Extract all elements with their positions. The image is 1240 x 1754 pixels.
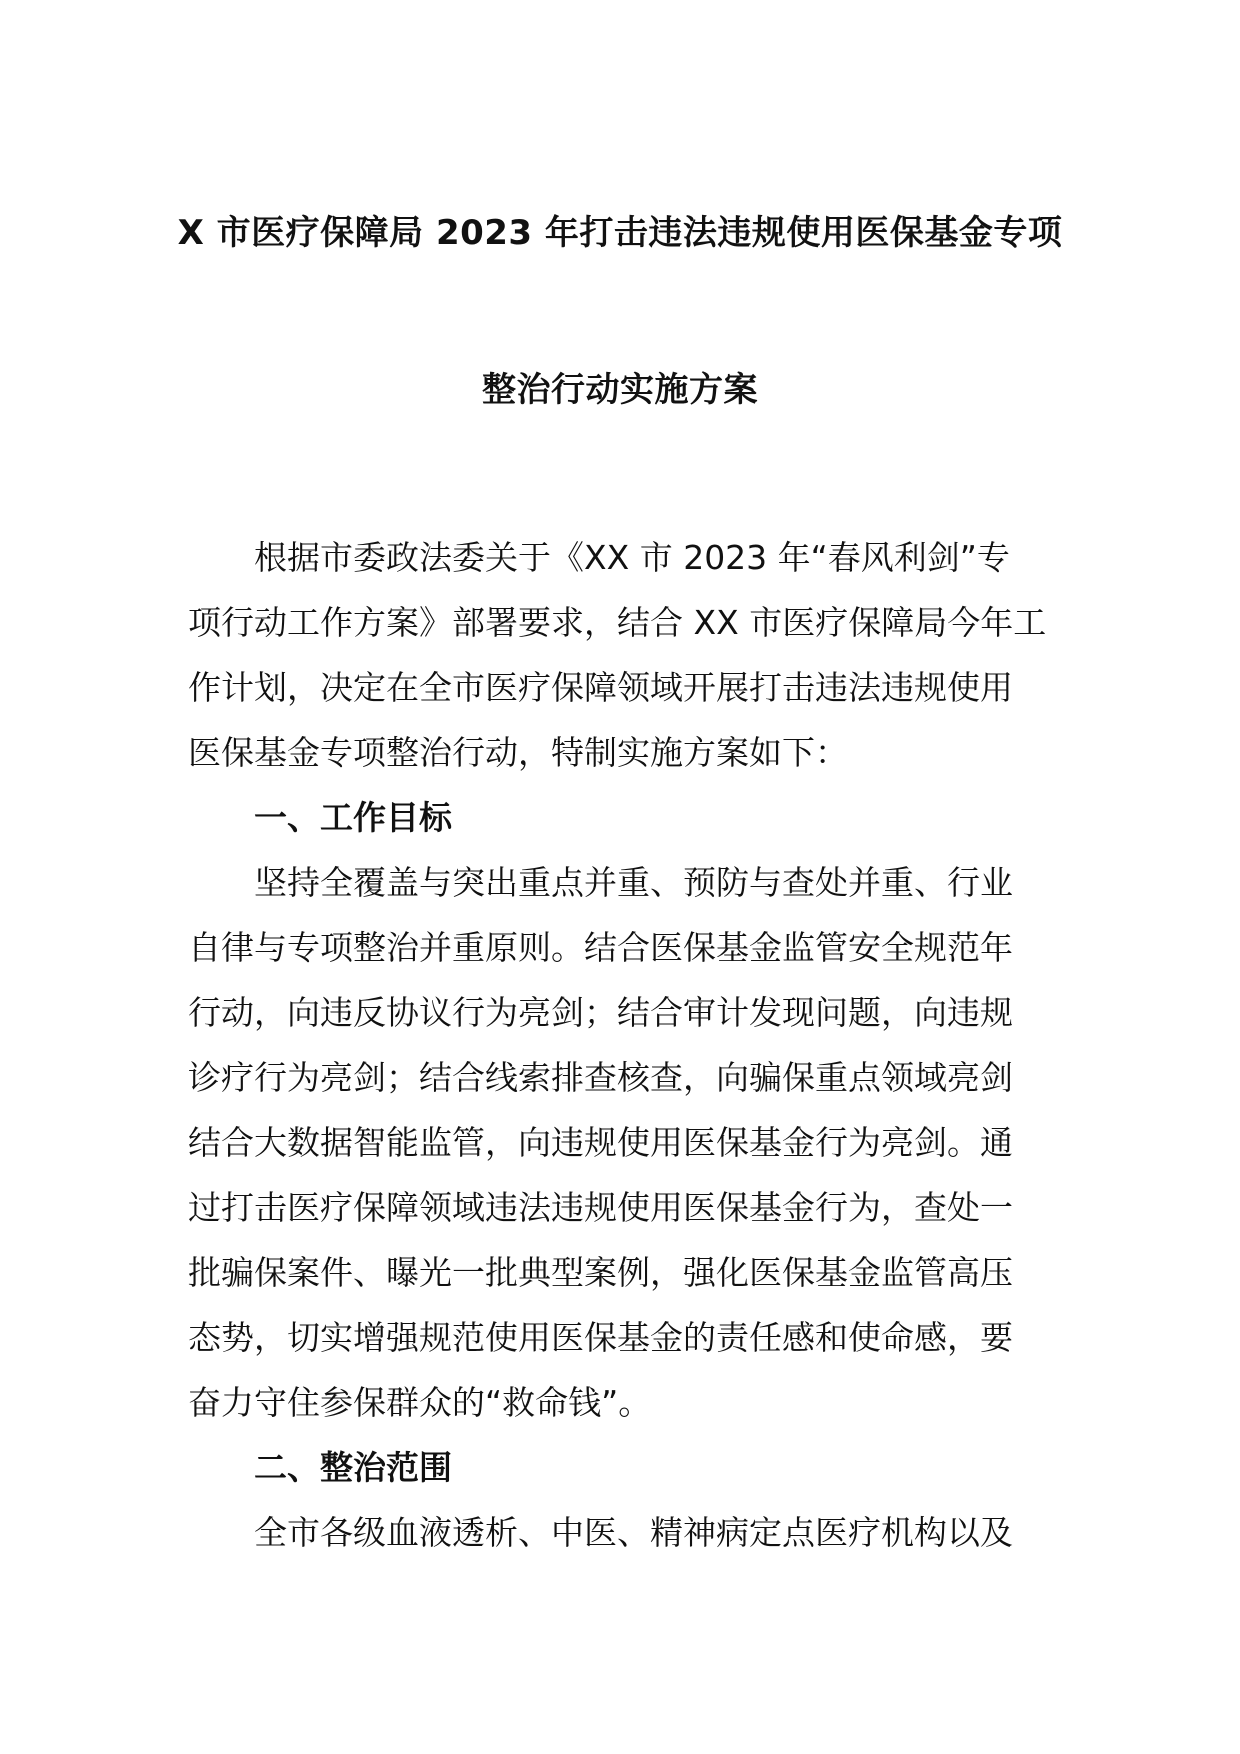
paragraph-line: 行动，向违反协议行为亮剑；结合审计发现问题，向违规: [188, 993, 1013, 1032]
paragraph-line: 坚持全覆盖与突出重点并重、预防与查处并重、行业: [254, 863, 1013, 902]
section-heading-scope: 二、整治范围: [254, 1448, 452, 1487]
section-heading-work-goals: 一、工作目标: [254, 798, 452, 837]
paragraph-line: 诊疗行为亮剑；结合线索排查核查，向骗保重点领域亮剑: [188, 1058, 1013, 1097]
paragraph-line: 医保基金专项整治行动，特制实施方案如下：: [188, 733, 848, 772]
paragraph-line: 作计划，决定在全市医疗保障领域开展打击违法违规使用: [188, 668, 1013, 707]
document-title-line-1: X 市医疗保障局 2023 年打击违法违规使用医保基金专项: [177, 213, 1063, 253]
paragraph-line: 批骗保案件、曝光一批典型案例，强化医保基金监管高压: [188, 1253, 1013, 1292]
document-title-line-2: 整治行动实施方案: [482, 370, 758, 410]
paragraph-line: 过打击医疗保障领域违法违规使用医保基金行为，查处一: [188, 1188, 1013, 1227]
paragraph-line: 结合大数据智能监管，向违规使用医保基金行为亮剑。通: [188, 1123, 1013, 1162]
paragraph-line: 项行动工作方案》部署要求，结合 XX 市医疗保障局今年工: [188, 603, 1047, 642]
paragraph-line: 根据市委政法委关于《XX 市 2023 年“春风利剑”专: [254, 538, 1010, 577]
paragraph-line: 奋力守住参保群众的“救命钱”。: [188, 1383, 652, 1422]
paragraph-line: 自律与专项整治并重原则。结合医保基金监管安全规范年: [188, 928, 1013, 967]
document-body: [188, 525, 1062, 1565]
paragraph-line: 态势，切实增强规范使用医保基金的责任感和使命感，要: [188, 1318, 1013, 1357]
paragraph-line: 全市各级血液透析、中医、精神病定点医疗机构以及: [254, 1513, 1013, 1552]
